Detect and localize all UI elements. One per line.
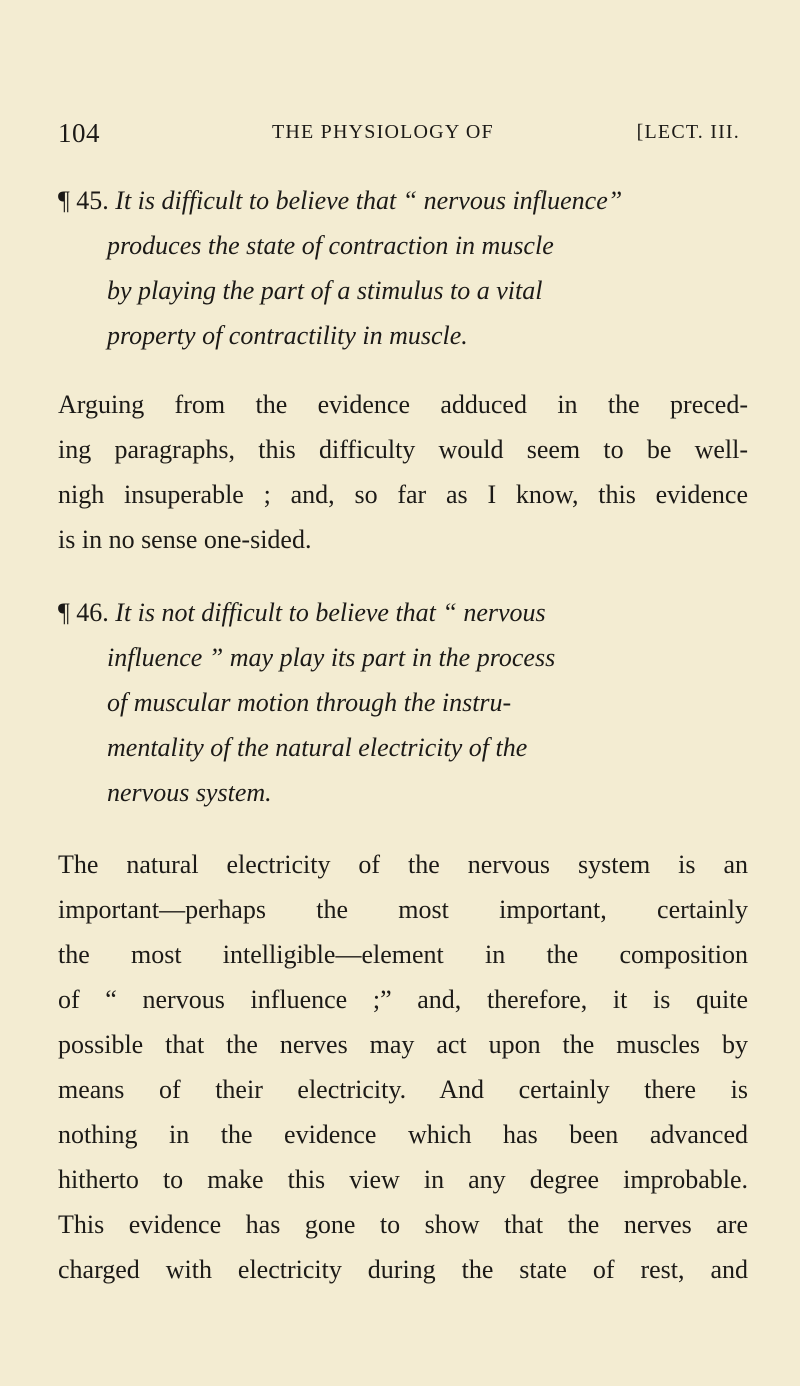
- proposition-line: produces the state of contraction in muscle: [107, 231, 554, 260]
- page-number: 104: [58, 118, 100, 148]
- body-line: nigh insuperable ; and, so far as I know, this evidence: [58, 480, 748, 509]
- running-head: [58, 118, 740, 158]
- body-line: hitherto to make this view in any degree improbable.: [58, 1165, 748, 1194]
- body-line: ing paragraphs, this difficulty would seem to be well-: [58, 435, 748, 464]
- running-lecture-label: [LECT. III.: [636, 121, 740, 143]
- pilcrow-mark: ¶: [58, 598, 70, 627]
- proposition-line: influence ” may play its part in the process: [107, 643, 556, 672]
- body-line: Arguing from the evidence adduced in the preced-: [58, 390, 748, 419]
- proposition-line: nervous system.: [107, 778, 272, 807]
- paragraph-number: 45.: [76, 186, 109, 215]
- body-line: nothing in the evidence which has been advanced: [58, 1120, 748, 1149]
- body-line: means of their electricity. And certainly there is: [58, 1075, 748, 1104]
- body-line: charged with electricity during the state of rest, and: [58, 1255, 748, 1284]
- proposition-45: [58, 178, 748, 358]
- paragraph-46-body: [58, 842, 748, 1292]
- body-line: important—perhaps the most important, certainly: [58, 895, 748, 924]
- proposition-text: It is not difficult to believe that “ nervous: [115, 598, 546, 627]
- body-line: is in no sense one-sided.: [58, 525, 312, 554]
- proposition-line: property of contractility in muscle.: [107, 321, 468, 350]
- proposition-line: [58, 178, 748, 223]
- body-line: This evidence has gone to show that the nerves are: [58, 1210, 748, 1239]
- body-line: possible that the nerves may act upon the muscles by: [58, 1030, 748, 1059]
- pilcrow-mark: ¶: [58, 186, 70, 215]
- body-line: of “ nervous influence ;” and, therefore, it is quite: [58, 985, 748, 1014]
- body-line: the most intelligible—element in the composition: [58, 940, 748, 969]
- paragraph-number: 46.: [76, 598, 109, 627]
- proposition-line: mentality of the natural electricity of the: [107, 733, 528, 762]
- proposition-46: [58, 590, 748, 815]
- body-line: The natural electricity of the nervous system is an: [58, 850, 748, 879]
- proposition-line: of muscular motion through the instru-: [107, 688, 512, 717]
- proposition-line: [58, 590, 748, 635]
- running-title: THE PHYSIOLOGY OF: [272, 121, 494, 143]
- proposition-text: It is difficult to believe that “ nervous influence”: [115, 186, 623, 215]
- paragraph-45-body: [58, 382, 748, 562]
- proposition-line: by playing the part of a stimulus to a vital: [107, 276, 543, 305]
